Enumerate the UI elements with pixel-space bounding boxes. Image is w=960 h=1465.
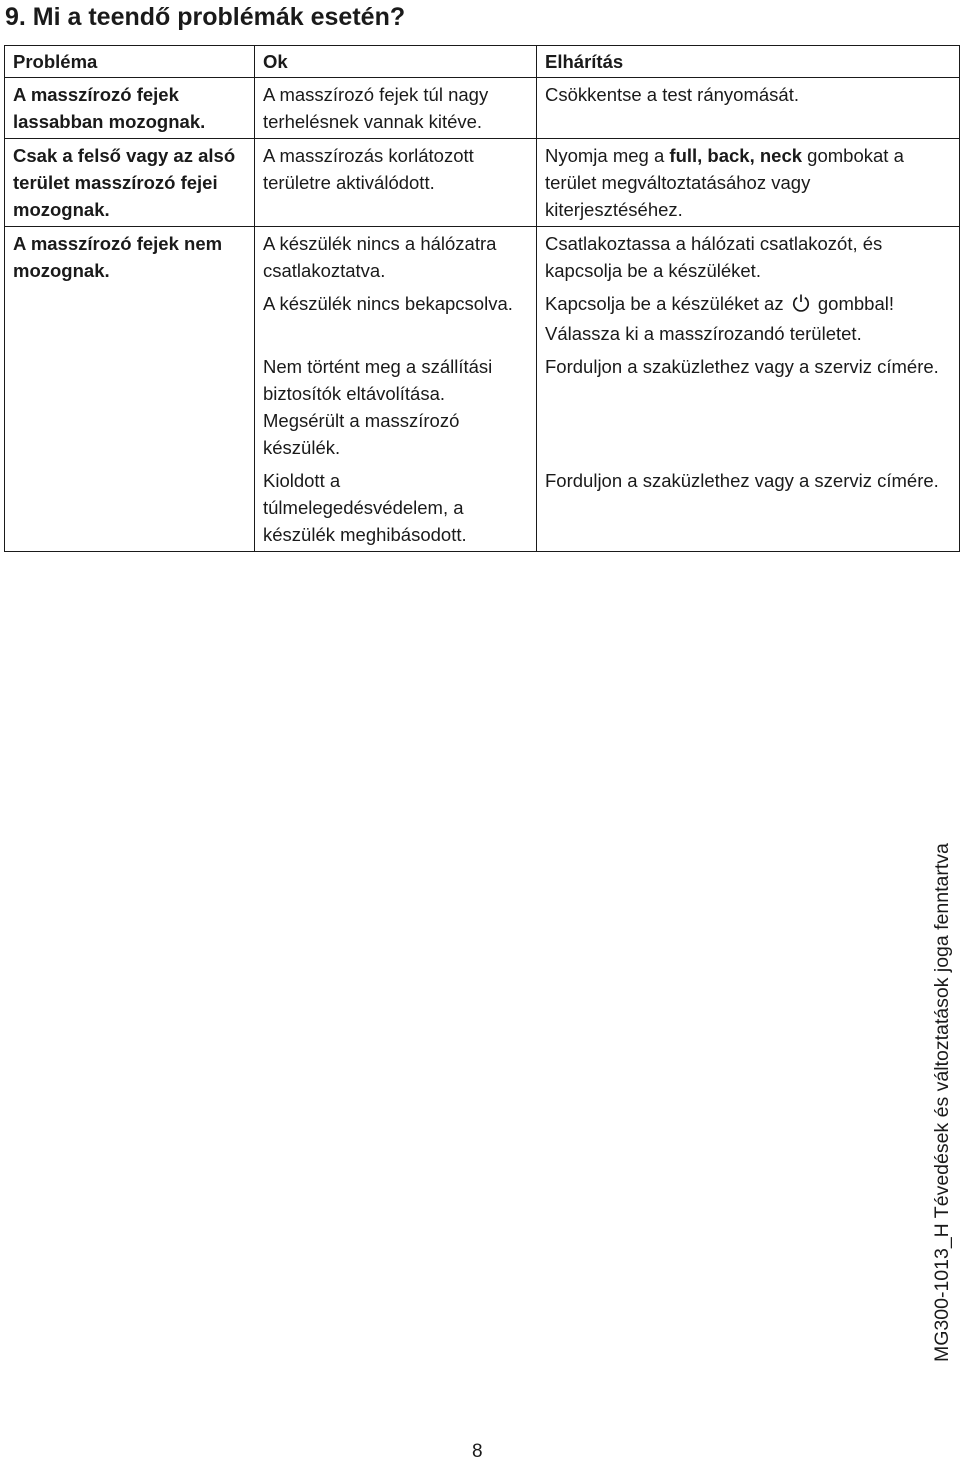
fix-cell: Csökkentse a test rányomását.	[537, 78, 960, 139]
fix-cell: Forduljon a szaküzlethez vagy a szerviz címére.	[537, 350, 960, 464]
table-row	[5, 227, 960, 288]
fix-text-prefix: Nyomja meg a	[545, 145, 670, 166]
cause-cell: A készülék nincs a hálózatra csatlakoztatva.	[255, 227, 537, 288]
cause-cell: A masszírozás korlátozott területre aktiválódott.	[255, 139, 537, 227]
header-cause: Ok	[255, 46, 537, 78]
fix-cell	[537, 287, 960, 350]
page-heading: 9. Mi a teendő problémák esetén?	[5, 3, 406, 31]
table-row	[5, 78, 960, 139]
table-header-row	[5, 46, 960, 78]
document-code-note: MG300-1013_H Tévedések és változtatások joga fenntartva	[931, 843, 953, 1362]
troubleshooting-table	[4, 45, 960, 552]
cause-cell: Nem történt meg a szállítási biztosítók eltávolítása. Megsérült a masszírozó készülék.	[255, 350, 537, 464]
problem-cell: A masszírozó fejek lassabban mozognak.	[5, 78, 255, 139]
power-icon	[791, 293, 811, 320]
fix-cell: Forduljon a szaküzlethez vagy a szerviz címére.	[537, 464, 960, 552]
problem-cell: Csak a felső vagy az alsó terület masszírozó fejei mozognak.	[5, 139, 255, 227]
fix-text-suffix: gombokat a terület megváltoztatásához vagy kiterjesztéséhez.	[545, 145, 904, 220]
header-fix: Elhárítás	[537, 46, 960, 78]
table-row	[5, 139, 960, 227]
cause-cell: Kioldott a túlmelegedésvédelem, a készülék meghibásodott.	[255, 464, 537, 552]
fix-buttons-bold: full, back, neck	[669, 145, 803, 166]
fix-text-suffix: gombbal! Válassza ki a masszírozandó területet.	[545, 293, 894, 344]
fix-cell: Csatlakoztassa a hálózati csatlakozót, és kapcsolja be a készüléket.	[537, 227, 960, 288]
cause-cell: A készülék nincs bekapcsolva.	[255, 287, 537, 350]
page-number: 8	[472, 1441, 483, 1462]
header-problem: Probléma	[5, 46, 255, 78]
fix-cell	[537, 139, 960, 227]
fix-text-prefix: Kapcsolja be a készüléket az	[545, 293, 789, 314]
cause-cell: A masszírozó fejek túl nagy terhelésnek vannak kitéve.	[255, 78, 537, 139]
problem-cell: A masszírozó fejek nem mozognak.	[5, 227, 255, 552]
